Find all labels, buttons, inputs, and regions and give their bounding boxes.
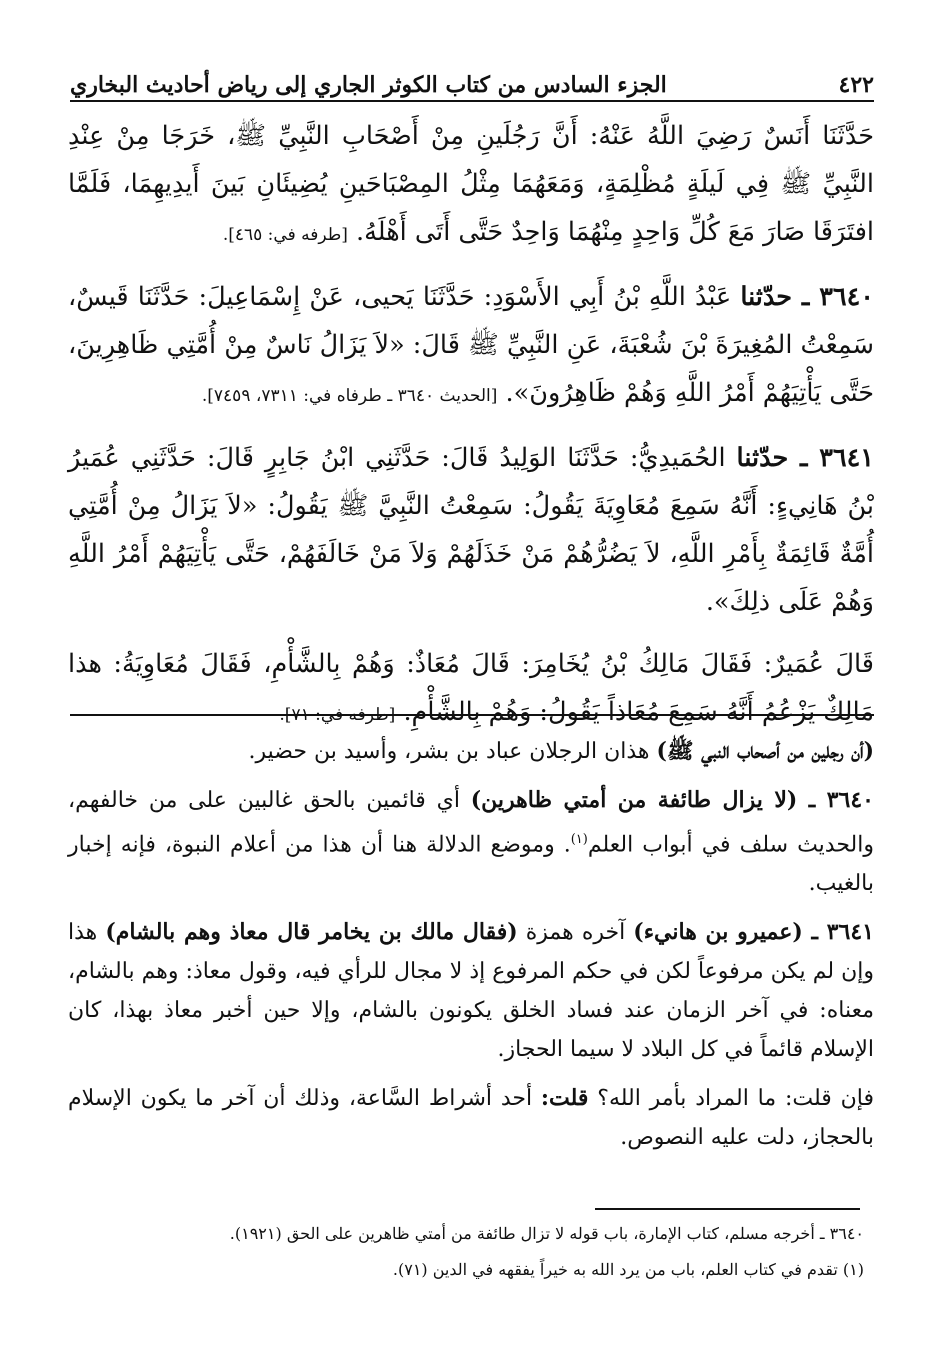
- hadith-body: حَدَّثَنَا أَنَسٌ رَضِيَ اللَّهُ عَنْهُ: أَنَّ رَجُلَينِ مِنْ أَصْحَابِ النَّبِيِّ ﷺ، خَرَجَا مِنْ عِنْدِ النَّبِيِّ ﷺ فِي لَيلَةٍ مُظْلِمَةٍ، وَمَعَهُمَا مِثْلُ المِصْبَاحَينِ يُضِيئَانِ بَينَ أَيدِيهِمَا، فَلَمَّا افتَرَقَا صَارَ مَعَ كُلِّ وَاحِدٍ مِنْهُمَا وَاحِدٌ حَتَّى أَتَى أَهْلَهُ.: [68, 121, 874, 247]
- header-rule: [70, 100, 874, 102]
- commentary-body: فإن قلت: ما المراد بأمر الله؟: [588, 1086, 874, 1112]
- commentary-body: آخره همزة: [517, 920, 634, 946]
- hadith-text: [68, 112, 874, 753]
- cross-reference: [طرفه في: ٤٦٥].: [222, 225, 348, 245]
- commentary-body: هذا وإن لم يكن مرفوعاً لكن في حكم المرفوع إذ لا مجال للرأي فيه، وقول معاذ: وهم بالشام، معناه: في آخر الزمان عند فساد الخلق يكونون بالشام، وإلا حين أخبر معاذ بهذا، كان الإسلام قائماً في كل البلاد لا سيما الحجاز.: [68, 920, 874, 1063]
- commentary-paragraph: [68, 913, 874, 1069]
- commentary: [68, 732, 874, 1167]
- commentary-heading: (فقال مالك بن يخامر قال معاذ وهم بالشام): [105, 919, 518, 946]
- commentary-heading: (أن رجلين من أصحاب النبي ﷺ): [656, 738, 874, 764]
- hadith-paragraph: [68, 640, 874, 739]
- commentary-separator: [70, 714, 874, 716]
- commentary-paragraph: [68, 781, 874, 903]
- commentary-body: هذان الرجلان عباد بن بشر، وأسيد بن حضير.: [248, 739, 657, 764]
- commentary-body: أحد أشراط السَّاعة، وذلك أن آخر ما يكون الإسلام بالحجاز، دلت عليه النصوص.: [68, 1086, 874, 1151]
- footnote: (١) تقدم في كتاب العلم، باب من يرد الله به خيراً يفقهه في الدين (٧١).: [392, 1260, 864, 1279]
- hadith-number: ٣٦٤١ ـ حدّثنا: [736, 443, 875, 473]
- footnotes: [100, 1216, 864, 1288]
- commentary-heading: قلت:: [540, 1085, 589, 1112]
- commentary-heading: ٣٦٤١ ـ (عميرو بن هانيء): [633, 919, 874, 946]
- commentary-body: . وموضع الدلالة هنا أن هذا من أعلام النبوة، فإنه إخبار بالغيب.: [68, 832, 874, 897]
- footnote-marker: (١): [570, 832, 588, 847]
- hadith-paragraph: [68, 434, 874, 626]
- hadith-body: عَبْدُ اللَّهِ بْنُ أَبِي الأَسْوَدِ: حَدَّثَنَا يَحيى، عَنْ إِسْمَاعِيلَ: حَدَّثَنَا قَيسٌ، سَمِعْتُ المُغِيرَةَ بْنَ شُعْبَةَ، عَنِ النَّبِيِّ ﷺ قَالَ: «لاَ يَزَالُ نَاسٌ مِنْ أُمَّتِي ظَاهِرِينَ، حَتَّى يَأْتِيَهُمْ أَمْرُ اللَّهِ وَهُمْ ظَاهِرُونَ».: [68, 282, 874, 408]
- hadith-body: قَالَ عُمَيرٌ: فَقَالَ مَالِكُ بْنُ يُخَامِرَ: قَالَ مُعَاذٌ: وَهُمْ بِالشَّأْمِ، فَقَالَ مُعَاوِيَةُ: هذا مَالِكٌ يَزْعُمُ أَنَّهُ سَمِعَ مُعَاذاً يَقُولُ: وَهُمْ بِالشَّأْمِ.: [68, 649, 874, 727]
- commentary-paragraph: [68, 732, 874, 771]
- footnote: ٣٦٤٠ ـ أخرجه مسلم، كتاب الإمارة، باب قوله لا تزال طائفة من أمتي ظاهرين على الحق (١٩٢١).: [229, 1224, 864, 1243]
- hadith-paragraph: [68, 112, 874, 259]
- footnote-rule: [595, 1208, 860, 1210]
- page-number: ٤٢٢: [838, 72, 874, 98]
- hadith-paragraph: [68, 273, 874, 420]
- commentary-paragraph: [68, 1079, 874, 1157]
- running-title: الجزء السادس من كتاب الكوثر الجاري إلى رياض أحاديث البخاري: [70, 72, 667, 98]
- hadith-body: الحُمَيدِيُّ: حَدَّثَنَا الوَلِيدُ قَالَ: حَدَّثَنِي ابْنُ جَابِرٍ قَالَ: حَدَّثَنِي عُمَيرُ بْنُ هَانِيءٍ: أَنَّهُ سَمِعَ مُعَاوِيَةَ يَقُولُ: سَمِعْتُ النَّبِيَّ ﷺ يَقُولُ: «لاَ يَزَالُ مِنْ أُمَّتِي أُمَّةٌ قَائِمَةٌ بِأَمْرِ اللَّهِ، لاَ يَضُرُّهُمْ مَنْ خَذَلَهُمْ وَلاَ مَنْ خَالَفَهُمْ، حَتَّى يَأْتِيَهُمْ أَمْرُ اللَّهِ وَهُمْ عَلَى ذلِكَ».: [68, 443, 874, 617]
- hadith-number: ٣٦٤٠ ـ حدّثنا: [740, 282, 874, 312]
- cross-reference: [الحديث ٣٦٤٠ ـ طرفاه في: ٧٣١١، ٧٤٥٩].: [201, 386, 498, 406]
- commentary-heading: ٣٦٤٠ ـ (لا يزال طائفة من أمتي ظاهرين): [470, 787, 874, 813]
- commentary-body: أي قائمين بالحق غالبين على من خالفهم، والحديث سلف في أبواب العلم: [68, 788, 874, 858]
- page-header: [70, 58, 874, 98]
- cross-reference: [طرفه في: ٧١].: [279, 705, 396, 725]
